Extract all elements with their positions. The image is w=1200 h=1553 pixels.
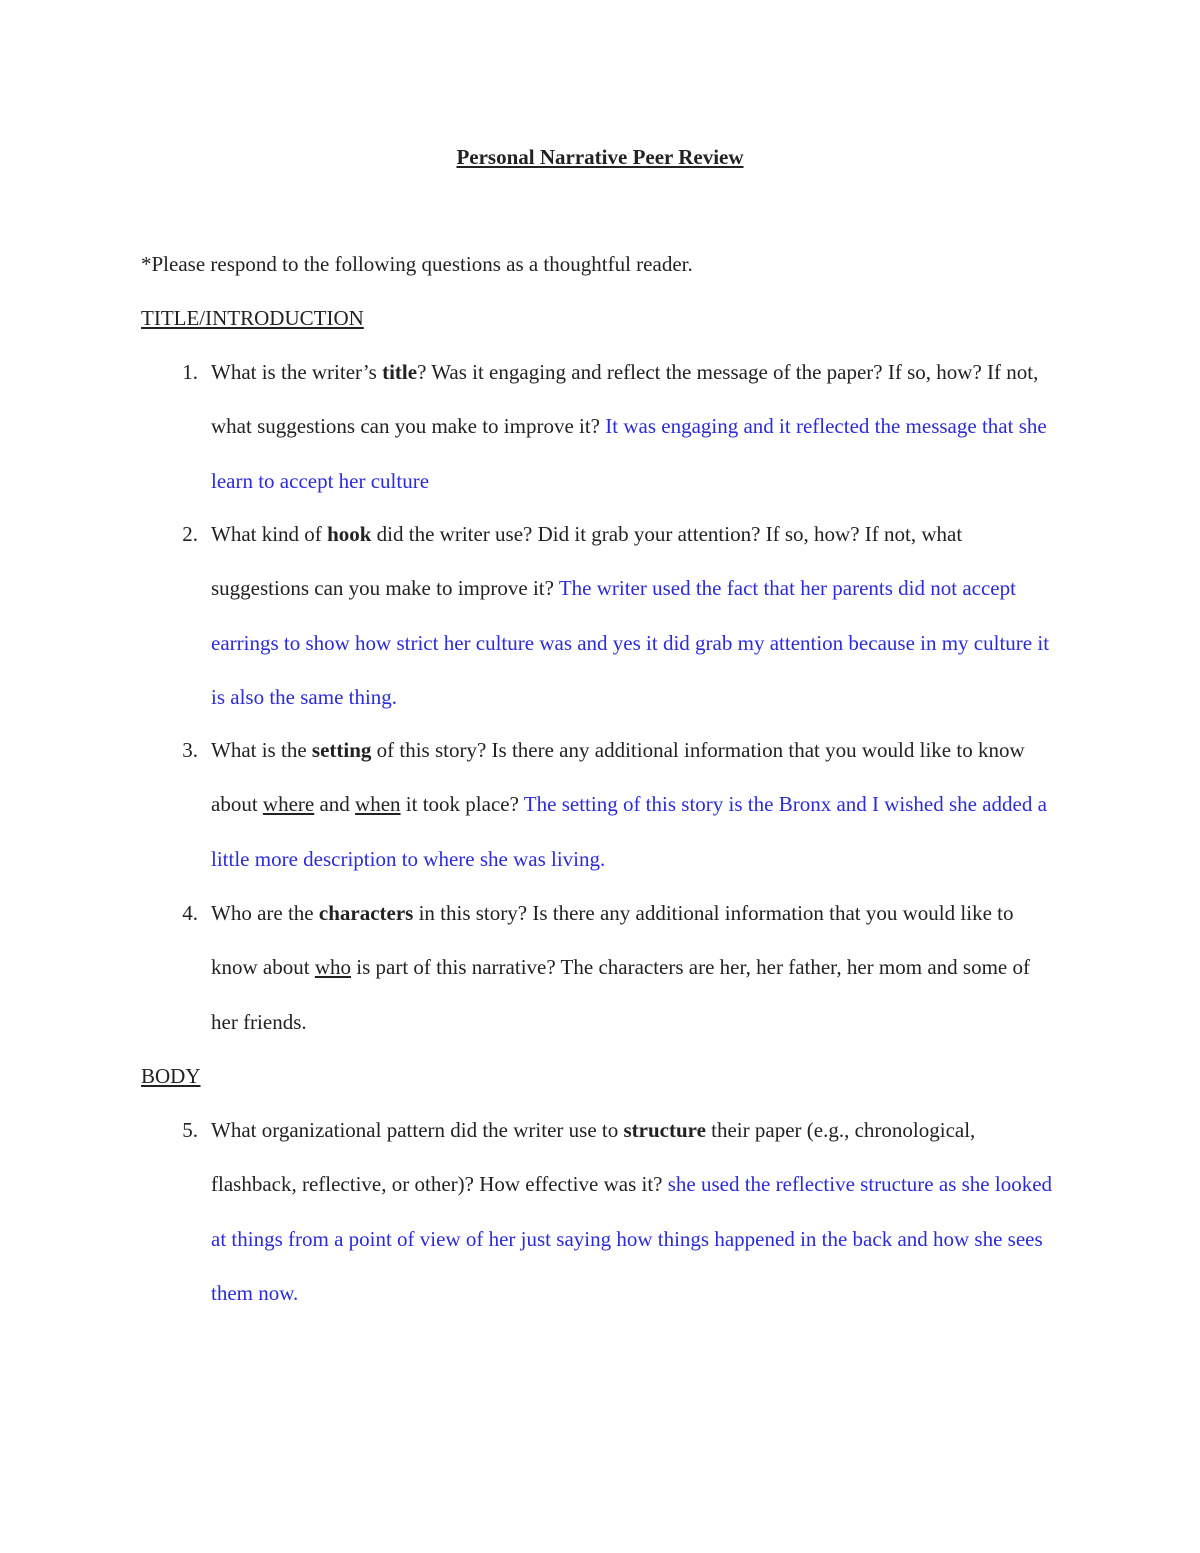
answer-text: The writer used the fact that her parents did not accept earrings to show how strict her culture was and yes it did grab my attention because in my culture it is also the same thing.: [211, 576, 1050, 709]
question-text-part: Who are the: [211, 901, 319, 925]
underlined-when: when: [355, 792, 401, 817]
question-text-part: in this story? Is there any additional information that you would like to know about: [211, 901, 1014, 980]
question-text: [211, 345, 1061, 508]
question-text: [211, 723, 1061, 886]
keyword-setting: setting: [311, 738, 372, 762]
question-text-part: What kind of: [211, 522, 328, 546]
question-text-part: and: [314, 792, 356, 817]
document-title: Personal Narrative Peer Review: [456, 145, 744, 169]
keyword-hook: hook: [327, 522, 372, 546]
question-1: [141, 345, 1061, 508]
keyword-title: title: [382, 360, 418, 384]
question-number: 1.: [182, 360, 198, 384]
question-text-part: their paper (e.g., chronological, flashback, reflective, or other)? How effective was it?: [211, 1118, 976, 1197]
question-text-part: it took place?: [400, 792, 524, 817]
question-2: [141, 507, 1061, 724]
question-number: 2.: [182, 522, 198, 546]
answer-text: she used the reflective structure as she looked at things from a point of view of her just saying how things happened in the back and how she sees them now.: [211, 1172, 1053, 1305]
question-text-part: did the writer use? Did it grab your attention? If so, how? If not, what suggestions can you make to improve it?: [211, 522, 963, 601]
question-3: [141, 723, 1061, 886]
question-5: [141, 1103, 1061, 1320]
question-text-part: What organizational pattern did the writer use to: [211, 1118, 624, 1142]
instruction-text: *Please respond to the following questions as a thoughtful reader.: [141, 252, 693, 276]
question-text-part: of this story? Is there any additional information that you would like to know about: [211, 738, 1025, 817]
question-text-part: is part of this narrative? The characters are her, her father, her mom and some of her friends.: [211, 955, 1030, 1034]
keyword-characters: characters: [318, 901, 414, 925]
keyword-structure: structure: [623, 1118, 706, 1142]
question-number: 4.: [182, 901, 198, 925]
section-heading-body: BODY: [141, 1064, 201, 1088]
section-heading-title-introduction: TITLE/INTRODUCTION: [141, 306, 364, 330]
question-text: [211, 886, 1061, 1049]
question-text-part: What is the writer’s: [211, 360, 383, 384]
answer-text: It was engaging and it reflected the message that she learn to accept her culture: [211, 414, 1047, 493]
underlined-where: where: [262, 792, 315, 817]
question-text: [211, 507, 1061, 724]
answer-text: The setting of this story is the Bronx and I wished she added a little more description to where she was living.: [211, 792, 1047, 871]
question-text-part: ? Was it engaging and reflect the message of the paper? If so, how? If not, what suggestions can you make to improve it?: [211, 360, 1039, 439]
question-text-part: What is the: [211, 738, 312, 762]
underlined-who: who: [314, 955, 351, 980]
question-text: [211, 1103, 1061, 1320]
question-4: [141, 886, 1061, 1049]
question-number: 5.: [182, 1118, 198, 1142]
question-number: 3.: [182, 738, 198, 762]
